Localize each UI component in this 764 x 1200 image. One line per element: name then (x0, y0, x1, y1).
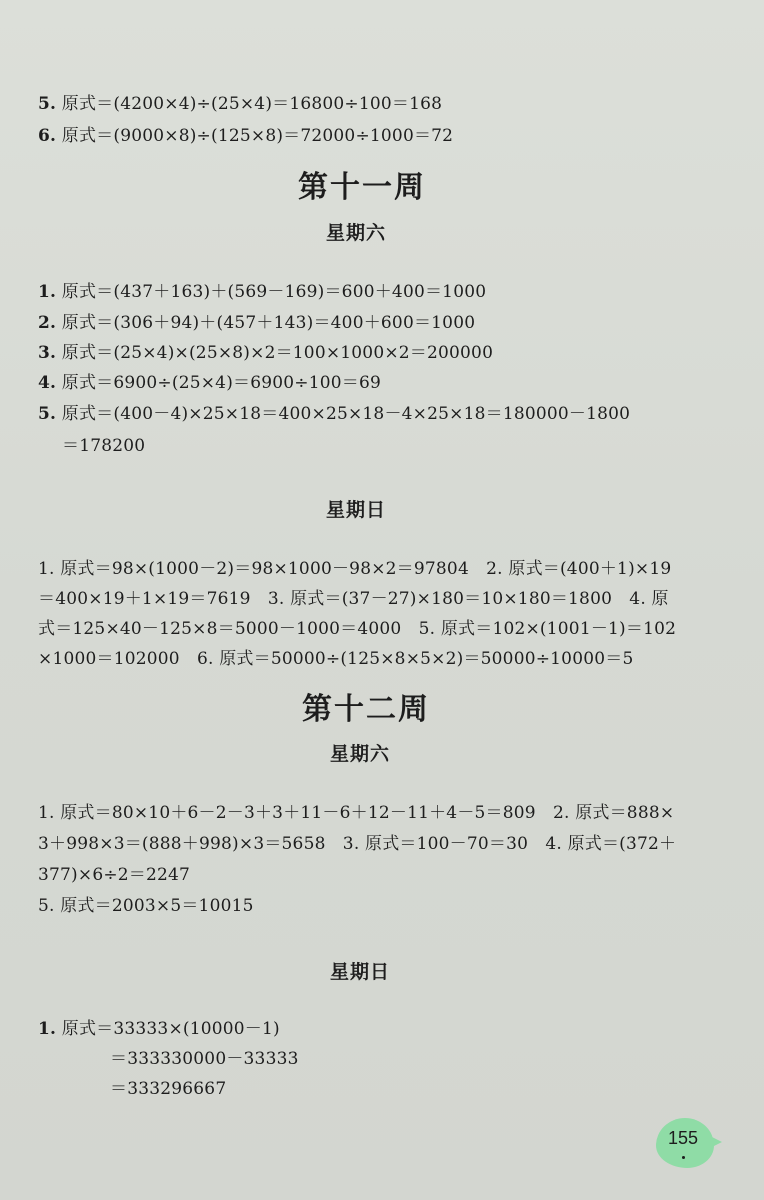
w11-sat-line-1 (38, 281, 486, 303)
item-number: 1. (38, 1019, 57, 1039)
item-number: 5. (38, 94, 57, 114)
week-12-sunday-title: 星期日 (330, 961, 391, 983)
whale-tail-icon (706, 1134, 722, 1150)
page-number: 155 (668, 1128, 699, 1148)
whale-eye-icon (682, 1156, 685, 1159)
answer-text: 原式＝(400－4)×25×18＝400×25×18－4×25×18＝180000－1800 (61, 404, 631, 424)
w12-sat-line-4: 5. 原式＝2003×5＝10015 (38, 896, 254, 916)
w11-sat-line-5 (38, 403, 630, 425)
item-number: 4. (38, 373, 57, 393)
w11-sat-line-2 (38, 312, 475, 334)
w12-sun-line-3 (110, 1078, 226, 1100)
w11-sat-line-6 (62, 435, 145, 457)
w12-sat-line-1: 1. 原式＝80×10＋6－2－3＋3＋11－6＋12－11＋4－5＝809 2. 原式＝888× (38, 803, 675, 823)
answer-text: 原式＝33333×(10000－1) (61, 1019, 280, 1039)
answer-text: 原式＝(306＋94)＋(457＋143)＝400＋600＝1000 (61, 313, 476, 333)
w11-sun-line-2: ＝400×19＋1×19＝7619 3. 原式＝(37－27)×180＝10×180＝1800 4. 原 (38, 589, 669, 609)
answer-text: ＝178200 (62, 436, 146, 456)
item-number: 3. (38, 343, 57, 363)
item-number: 5. (38, 404, 57, 424)
answer-text: ＝333296667 (110, 1079, 227, 1099)
w12-sat-line-2: 3＋998×3＝(888＋998)×3＝5658 3. 原式＝100－70＝30 4. 原式＝(372＋ (38, 834, 677, 854)
page-number-badge (656, 1114, 728, 1172)
week-12-title: 第十二周 (302, 692, 430, 727)
week-11-title: 第十一周 (298, 170, 426, 205)
item-number: 2. (38, 313, 57, 333)
answer-text: 原式＝6900÷(25×4)＝6900÷100＝69 (61, 373, 382, 393)
item-number: 1. (38, 282, 57, 302)
w11-sun-line-4: ×1000＝102000 6. 原式＝50000÷(125×8×5×2)＝50000÷10000＝5 (38, 649, 634, 669)
w12-sat-line-3: 377)×6÷2＝2247 (38, 865, 191, 885)
week-12-saturday-title: 星期六 (330, 743, 391, 765)
w11-sun-line-1: 1. 原式＝98×(1000－2)＝98×1000－98×2＝97804 2. 原式＝(400＋1)×19 (38, 559, 672, 579)
week-11-saturday-title: 星期六 (326, 222, 387, 244)
w12-sun-line-1 (38, 1018, 280, 1040)
item-number: 6. (38, 126, 57, 146)
prev-answer-5 (38, 93, 442, 115)
answer-text: 原式＝(437＋163)＋(569－169)＝600＋400＝1000 (61, 282, 487, 302)
w11-sat-line-3 (38, 342, 493, 364)
week-11-sunday-title: 星期日 (326, 499, 387, 521)
answer-text: ＝333330000－33333 (110, 1049, 299, 1069)
w11-sun-line-3: 式＝125×40－125×8＝5000－1000＝4000 5. 原式＝102×(1001－1)＝102 (38, 619, 677, 639)
answer-text: 原式＝(4200×4)÷(25×4)＝16800÷100＝168 (61, 94, 443, 114)
answer-text: 原式＝(25×4)×(25×8)×2＝100×1000×2＝200000 (61, 343, 494, 363)
prev-answer-6 (38, 125, 453, 147)
w12-sun-line-2 (110, 1048, 299, 1070)
answer-text: 原式＝(9000×8)÷(125×8)＝72000÷1000＝72 (61, 126, 454, 146)
w11-sat-line-4 (38, 372, 381, 394)
